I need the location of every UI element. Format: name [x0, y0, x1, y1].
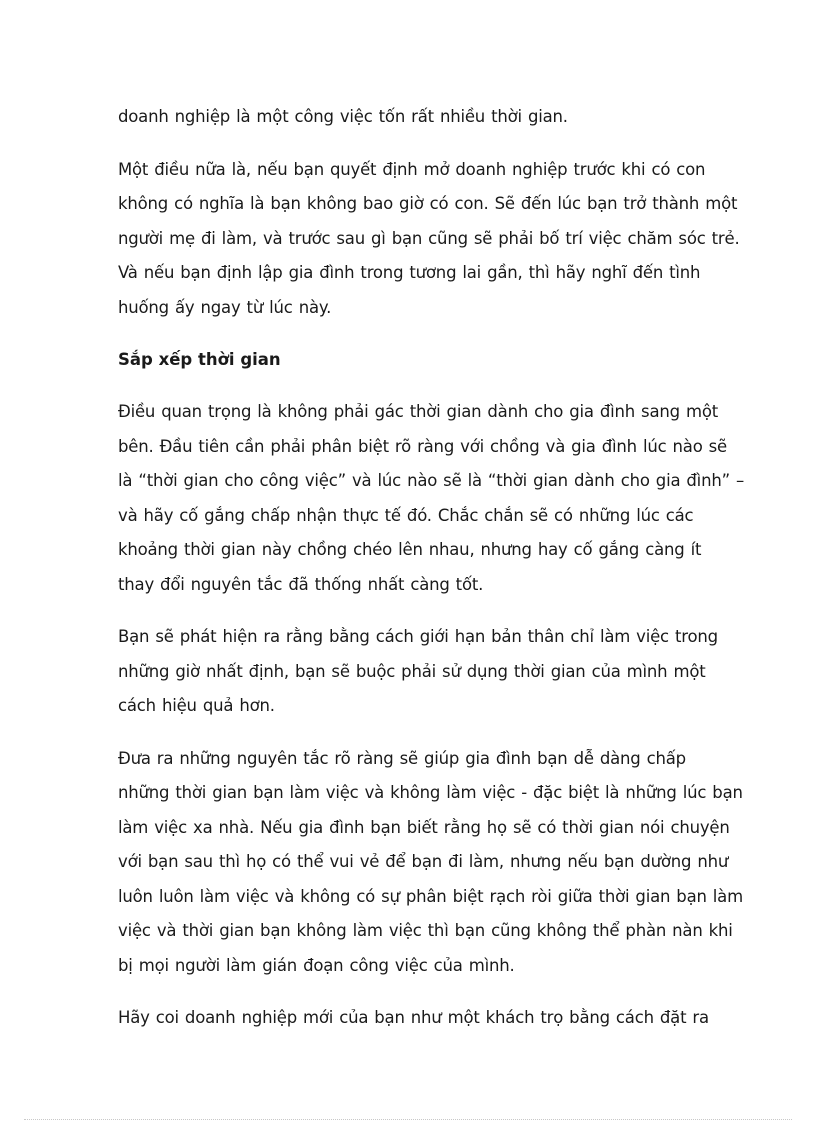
text-line: Bạn sẽ phát hiện ra rằng bằng cách giới hạn bản thân chỉ làm việc trong	[118, 627, 718, 646]
text-line: Đưa ra những nguyên tắc rõ ràng sẽ giúp gia đình bạn dễ dàng chấp	[118, 748, 686, 768]
page-bottom-divider	[24, 1119, 792, 1120]
text-line: những thời gian bạn làm việc và không làm việc - đặc biệt là những lúc bạn	[118, 783, 743, 802]
text-line: là “thời gian cho công việc” và lúc nào sẽ là “thời gian dành cho gia đình” –	[118, 471, 745, 490]
text-line: cách hiệu quả hơn.	[118, 696, 275, 715]
document-body	[118, 100, 745, 1054]
text-line: bên. Đầu tiên cần phải phân biệt rõ ràng với chồng và gia đình lúc nào sẽ	[118, 436, 727, 456]
text-line: Hãy coi doanh nghiệp mới của bạn như một khách trọ bằng cách đặt ra	[118, 1008, 709, 1027]
paragraph-6	[118, 1001, 708, 1036]
paragraph-2	[118, 153, 740, 326]
paragraph-1	[118, 100, 708, 135]
text-line: việc và thời gian bạn không làm việc thì bạn cũng không thể phàn nàn khi	[118, 921, 733, 940]
text-line: thay đổi nguyên tắc đã thống nhất càng tốt.	[118, 574, 484, 594]
text-line: Và nếu bạn định lập gia đình trong tương lai gần, thì hãy nghĩ đến tình	[118, 263, 701, 282]
paragraph-4	[118, 620, 718, 724]
text-line: doanh nghiệp là một công việc tốn rất nhiều thời gian.	[118, 107, 568, 126]
text-line: làm việc xa nhà. Nếu gia đình bạn biết rằng họ sẽ có thời gian nói chuyện	[118, 817, 730, 837]
text-line: và hãy cố gắng chấp nhận thực tế đó. Chắc chắn sẽ có những lúc các	[118, 505, 694, 525]
text-line: với bạn sau thì họ có thể vui vẻ để bạn đi làm, nhưng nếu bạn dường như	[118, 852, 729, 871]
text-line: luôn luôn làm việc và không có sự phân biệt rạch ròi giữa thời gian bạn làm	[118, 886, 743, 906]
text-line: Điều quan trọng là không phải gác thời gian dành cho gia đình sang một	[118, 402, 718, 421]
paragraph-3	[118, 395, 745, 602]
paragraph-5	[118, 742, 743, 984]
text-line: huống ấy ngay từ lúc này.	[118, 297, 332, 317]
text-line: người mẹ đi làm, và trước sau gì bạn cũng sẽ phải bố trí việc chăm sóc trẻ.	[118, 228, 740, 248]
text-line: khoảng thời gian này chồng chéo lên nhau, nhưng hay cố gắng càng ít	[118, 540, 702, 559]
text-line: bị mọi người làm gián đoạn công việc của mình.	[118, 955, 515, 975]
text-line: không có nghĩa là bạn không bao giờ có con. Sẽ đến lúc bạn trở thành một	[118, 194, 738, 213]
section-heading: Sắp xếp thời gian	[118, 350, 281, 369]
text-line: những giờ nhất định, bạn sẽ buộc phải sử dụng thời gian của mình một	[118, 661, 706, 681]
text-line: Một điều nữa là, nếu bạn quyết định mở doanh nghiệp trước khi có con	[118, 159, 706, 179]
